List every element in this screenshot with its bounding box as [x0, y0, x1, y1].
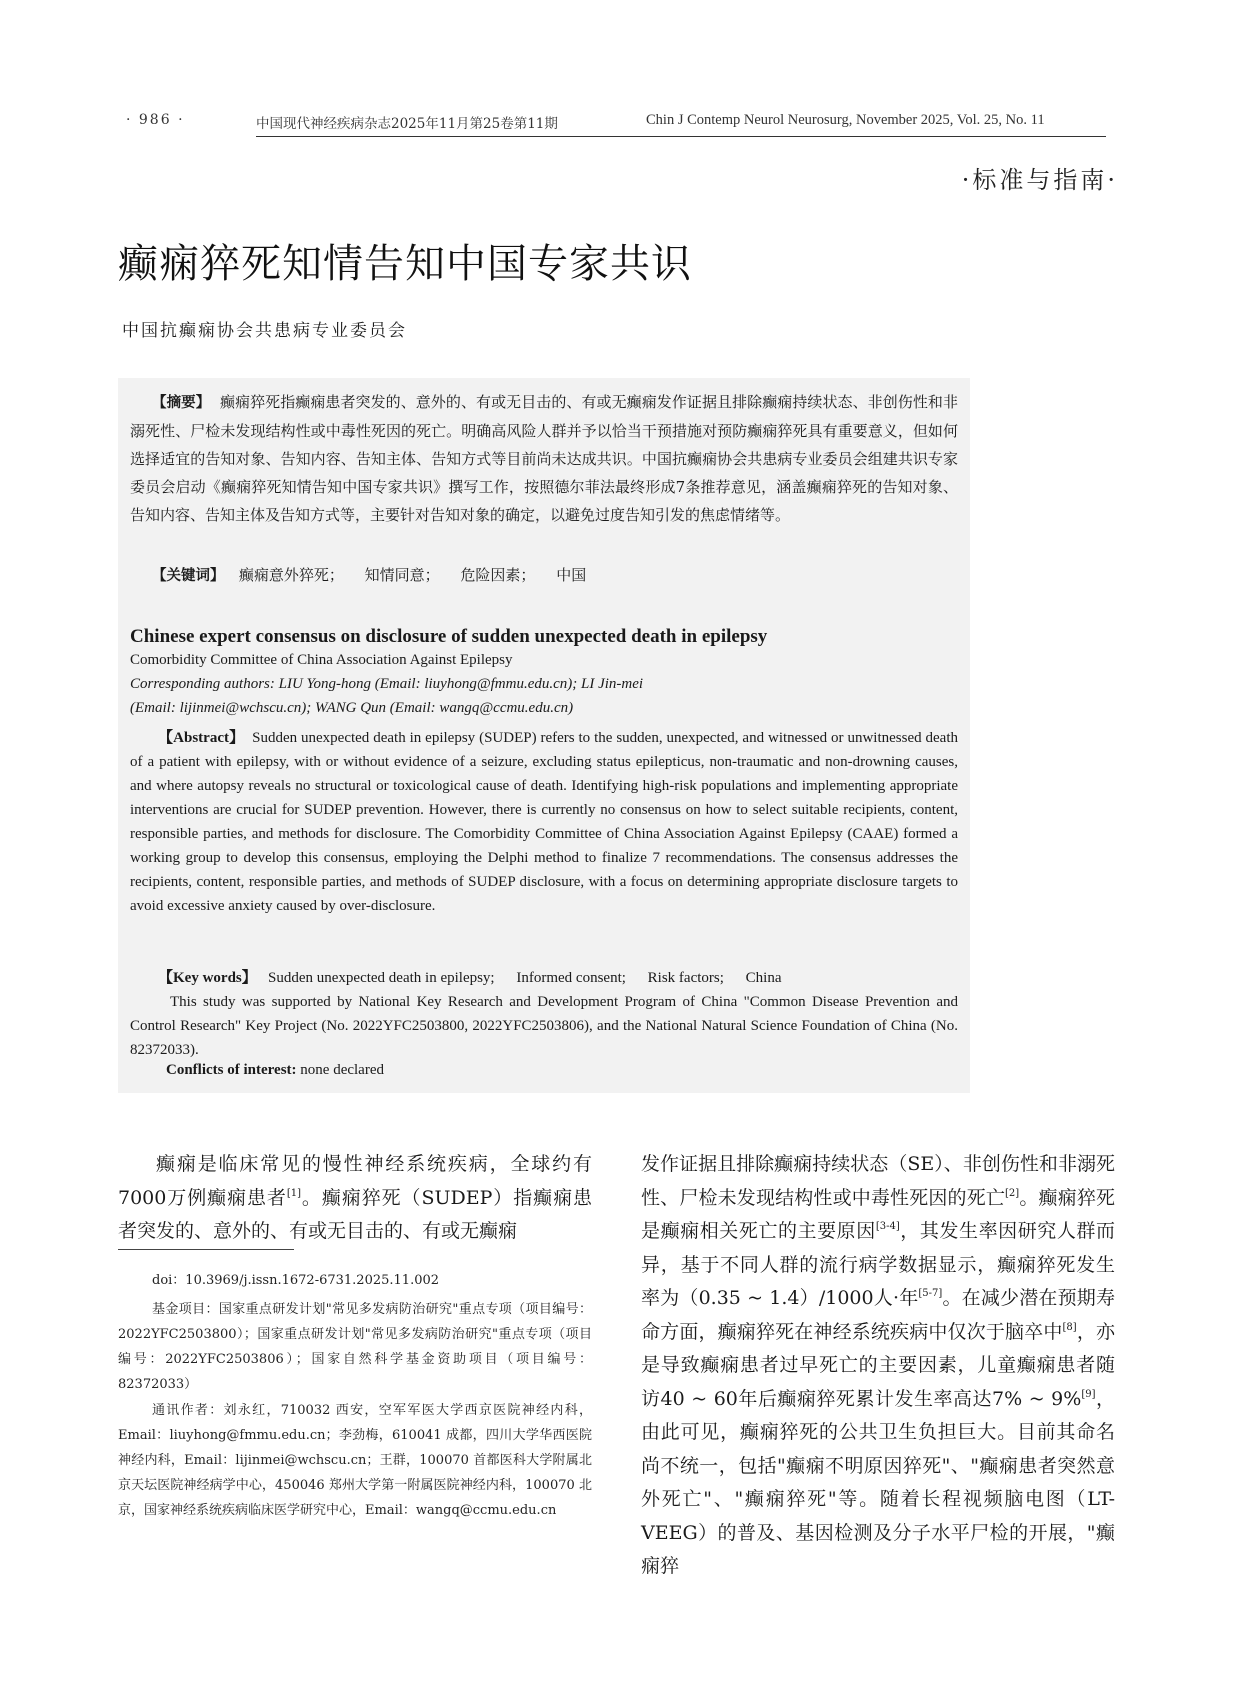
corresponding-authors-2: (Email: lijinmei@wchscu.cn); WANG Qun (Email: wangq@ccmu.edu.cn) — [130, 700, 574, 716]
citation[interactable]: [1] — [286, 1187, 301, 1199]
body-text: 发作证据且排除癫痫持续状态（SE）、非创伤性和非溺死性、尸检未发现结构性或中毒性死因的死亡 — [641, 1153, 1115, 1209]
footnote-corresponding: 通讯作者：刘永红，710032 西安，空军军医大学西京医院神经内科，Email：liuyhong@fmmu.edu.cn；李劲梅，610041 成都，四川大学华西医院神经内科，Email：lijinmei@wchscu.cn；王群，100070 首都医科大学附属北京天坛医院神经病学中心，450046 郑州大学第一附属医院神经内科，100070 北京，国家神经系统疾病临床医学研究中心，Email：wangq@ccmu.edu.cn — [118, 1403, 592, 1518]
keyword-cn: 中国 — [556, 566, 587, 584]
keyword-en: Sudden unexpected death in epilepsy; — [268, 970, 495, 986]
section-label: ·标准与指南· — [961, 166, 1118, 194]
abstract-cn-label: 【摘要】 — [152, 395, 211, 411]
body-text: 。癫痫猝死（SUDEP）指癫痫患者突发的、意外的、有或无目击的、有或无癫痫 — [118, 1186, 592, 1242]
header-rule — [256, 136, 1106, 137]
english-committee: Comorbidity Committee of China Association Against Epilepsy — [130, 652, 513, 668]
author-line: 中国抗癫痫协会共患病专业委员会 — [122, 321, 407, 341]
abstract-en-label: 【Abstract】 — [158, 730, 245, 746]
citation[interactable]: [3-4] — [875, 1221, 900, 1232]
conflicts-of-interest — [166, 1062, 384, 1079]
keyword-en: Risk factors; — [647, 970, 724, 986]
coi-text: none declared — [300, 1062, 384, 1078]
body-text: ，亦是导致癫痫患者过早死亡的主要因素，儿童癫痫患者随访40 ~ 60年后癫痫猝死累计发生率高达7% ~ 9% — [641, 1320, 1115, 1410]
citation[interactable]: [9] — [1081, 1388, 1096, 1400]
keyword-en: Informed consent; — [516, 970, 626, 986]
abstract-en-text: Sudden unexpected death in epilepsy (SUDEP) refers to the sudden, unexpected, and witnessed or unwitnessed death of a patient with epilepsy, with or without evidence of a seizure, excluding status epilepticus, non-traumatic and non-drowning causes, and where autopsy reveals no structural or toxicological cause of death. Identifying high-risk populations and implementing appropriate interventions are crucial for SUDEP prevention. However, there is currently no consensus on how to select suitable recipients, content, responsible parties, and methods for disclosure. The Comorbidity Committee of China Association Against Epilepsy (CAAE) formed a working group to develop this consensus, employing the Delphi method to finalize 7 recommendations. The consensus addresses the recipients, content, responsible parties, and methods of SUDEP disclosure, with a focus on determining appropriate disclosure targets to avoid excessive anxiety caused by over-disclosure. — [130, 730, 958, 914]
footnote-rule — [118, 1249, 294, 1250]
body-text: ，其发生率因研究人群而异，基于不同人群的流行病学数据显示，癫痫猝死发生率为（0.35 ~ 1.4）/1000人·年 — [641, 1220, 1115, 1309]
keywords-cn-label: 【关键词】 — [152, 568, 225, 584]
coi-label: Conflicts of interest: — [166, 1062, 297, 1078]
article-title: 癫痫猝死知情告知中国专家共识 — [118, 241, 692, 287]
body-text: 。癫痫猝死是癫痫相关死亡的主要原因 — [641, 1186, 1115, 1242]
journal-header-en: Chin J Contemp Neurol Neurosurg, November 2025, Vol. 25, No. 11 — [646, 112, 1045, 128]
corresponding-authors-1: Corresponding authors: LIU Yong-hong (Email: liuyhong@fmmu.edu.cn); LI Jin-mei — [130, 676, 644, 692]
keywords-en — [158, 966, 782, 987]
citation[interactable]: [8] — [1062, 1321, 1077, 1333]
funding-statement-en: This study was supported by National Key Research and Development Program of China "Common Disease Prevention and Control Research" Key Project (No. 2022YFC2503800, 2022YFC2503806), and the National Natural Science Foundation of China (No. 82372033). — [130, 994, 958, 1058]
citation[interactable]: [2] — [1005, 1187, 1020, 1199]
keywords-en-label: 【Key words】 — [158, 970, 257, 986]
keyword-cn: 知情同意； — [364, 566, 440, 584]
keyword-cn: 癫痫意外猝死； — [238, 566, 344, 584]
keyword-cn: 危险因素； — [460, 566, 536, 584]
page-number: · 986 · — [126, 112, 185, 128]
citation[interactable]: [5-7] — [918, 1288, 943, 1299]
footnote-doi: doi：10.3969/j.issn.1672-6731.2025.11.002 — [152, 1273, 440, 1288]
body-text: 。在减少潜在预期寿命方面，癫痫猝死在神经系统疾病中仅次于脑卒中 — [641, 1287, 1115, 1343]
body-text: ，由此可见，癫痫猝死的公共卫生负担巨大。目前其命名尚不统一，包括"癫痫不明原因猝死"、"癫痫患者突然意外死亡"、"癫痫猝死"等。随着长程视频脑电图（LT-VEEG）的普及、基因检测及分子水平尸检的开展，"癫痫猝 — [641, 1387, 1115, 1577]
body-text-left — [118, 1148, 592, 1249]
abstract-cn-text: 癫痫猝死指癫痫患者突发的、意外的、有或无目击的、有或无癫痫发作证据且排除癫痫持续状态、非创伤性和非溺死性、尸检未发现结构性或中毒性死因的死亡。明确高风险人群并予以恰当干预措施对预防癫痫猝死具有重要意义，但如何选择适宜的告知对象、告知内容、告知主体、告知方式等目前尚未达成共识。中国抗癫痫协会共患病专业委员会组建共识专家委员会启动《癫痫猝死知情告知中国专家共识》撰写工作，按照德尔菲法最终形成7条推荐意见，涵盖癫痫猝死的告知对象、告知内容、告知主体及告知方式等，主要针对告知对象的确定，以避免过度告知引发的焦虑情绪等。 — [130, 393, 958, 524]
keyword-en: China — [745, 970, 782, 986]
body-text-right — [641, 1148, 1115, 1584]
keywords-cn — [152, 564, 586, 585]
journal-header-cn: 中国现代神经疾病杂志2025年11月第25卷第11期 — [256, 116, 558, 132]
body-text: 癫痫是临床常见的慢性神经系统疾病，全球约有7000万例癫痫患者 — [118, 1153, 592, 1209]
abstract-cn — [130, 388, 958, 529]
abstract-en — [130, 726, 958, 918]
footnote-funding: 基金项目：国家重点研发计划"常见多发病防治研究"重点专项（项目编号：2022YFC2503800）；国家重点研发计划"常见多发病防治研究"重点专项（项目编号：2022YFC2503806）；国家自然科学基金资助项目（项目编号：82372033） — [118, 1302, 592, 1392]
english-title: Chinese expert consensus on disclosure of sudden unexpected death in epilepsy — [130, 626, 768, 647]
